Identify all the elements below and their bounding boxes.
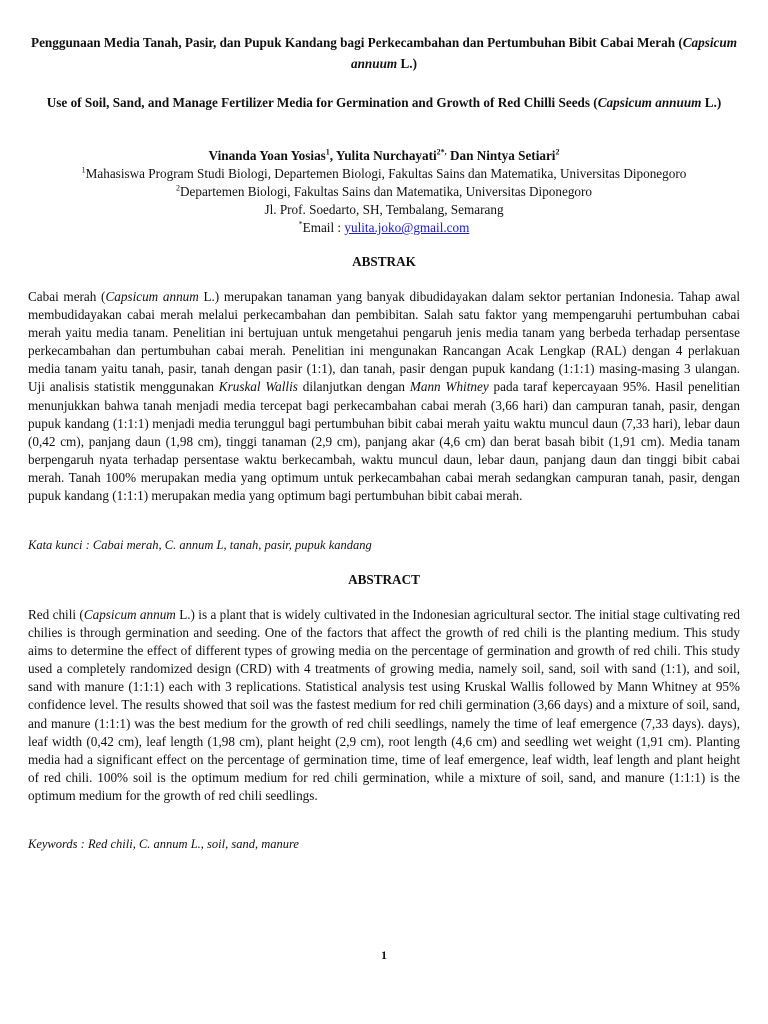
title-english-species: Capsicum annuum: [597, 95, 702, 110]
abstrak-body: Cabai merah (Capsicum annum L.) merupakan tanaman yang banyak dibudidayakan dalam sektor pertanian Indonesia. Tahap awal membudidayakan cabai merah melalui perkecambahan dan pembibitan. Salah satu faktor yang mempengaruhi pertumbuhan cabai merah yaitu media tanam. Penelitian ini bertujuan untuk mengetahui pengaruh jenis media tanam yang berbeda terhadap persentase perkecambahan dan pertumbuhan cabai merah. Penelitian ini mengunakan Rancangan Acak Lengkap (RAL) dengan 4 perlakuan media tanam yaitu tanah, pasir, tanah dengan pasir (1:1), dan tanah, pasir dengan pupuk kandang (1:1:1) masing-masing 3 ulangan. Uji analisis statistik menggunakan Kruskal Wallis dilanjutkan dengan Mann Whitney pada taraf kepercayaan 95%. Hasil penelitian menunjukkan bahwa tanah menjadi media tercepat bagi perkecambahan cabai merah (3,66 hari) dan campuran tanah, pasir, dengan pupuk kandang (1:1:1) menjadi media terunggul bagi pertumbuhan bibit cabai merah yaitu waktu muncul daun (7,33 hari), lebar daun (0,42 cm), panjang daun (1,98 cm), tinggi tanaman (2,9 cm), panjang akar (4,6 cm) dan berat basah bibit (1,91 cm). Media tanam berpengaruh nyata terhadap persentase waktu berkecambah, waktu muncul daun, lebar daun, panjang daun dan tinggi bibit cabai merah. Tanah 100% merupakan media yang optimum untuk perkecambahan cabai merah sedangkan campuran tanah, pasir, dengan pupuk kandang (1:1:1) merupakan media yang optimum bagi pertumbuhan bibit cabai merah.: [28, 289, 740, 504]
kata-kunci: Kata kunci : Cabai merah, C. annum L, tanah, pasir, pupuk kandang: [28, 538, 372, 552]
author-names: Vinanda Yoan Yosias$^1$, Yulita Nurchayati$^{2*,}$ Dan Nintya Setiari$^2$: [208, 147, 560, 163]
affiliation-1: $^1$Mahasiswa Program Studi Biologi, Departemen Biologi, Fakultas Sains dan Matematika, Universitas Diponegoro: [81, 165, 687, 181]
author-2: Yulita Nurchayati: [335, 148, 437, 163]
email-line: *Email : yulita.joko@gmail.com: [298, 219, 470, 235]
abstract-heading: ABSTRACT: [348, 572, 420, 587]
affiliation-2: $^2$Departemen Biologi, Fakultas Sains dan Matematika, Universitas Diponegoro: [175, 183, 593, 199]
author-1: Vinanda Yoan Yosias: [208, 148, 326, 163]
address: Jl. Prof. Soedarto, SH, Tembalang, Semarang: [264, 202, 504, 217]
abstract-body: Red chili (Capsicum annum L.) is a plant that is widely cultivated in the Indonesian agricultural sector. The initial stage cultivating red chilies is through germination and seeding. One of the factors that affect the growth of red chili is the planting medium. This study aims to determine the effect of different types of growing media on the percentage of germination and growth of red chili. This study used a completely randomized design (CRD) with 4 treatments of growing media, namely soil, sand, soil with sand (1:1), and soil, sand with manure (1:1:1) each with 3 replications. Statistical analysis test using Kruskal Wallis followed by Mann Whitney at 95% confidence level. The results showed that soil was the fastest medium for red chili germination (3,66 days) and a mixture of soil, sand, and manure (1:1:1) was the best medium for the growth of red chili seedlings, namely the time of leaf emergence (7,33 days). days), leaf width (0,42 cm), leaf length (1,98 cm), plant height (2,9 cm), root length (4,6 cm) and seedling wet weight (1,91 cm). Planting media had a significant effect on the percentage of germination time, time of leaf emergence, leaf width, leaf length and plant height of red chili. 100% soil is the optimum medium for red chili germination, while a mixture of soil, sand, and manure (1:1:1) is the optimum medium for the growth of red chili seedlings.: [28, 607, 741, 803]
author-block: [28, 147, 740, 237]
page-number: 1: [381, 948, 387, 962]
email-link[interactable]: yulita.joko@gmail.com: [344, 220, 470, 235]
abstrak-heading: ABSTRAK: [352, 254, 416, 269]
title-indonesian: Penggunaan Media Tanah, Pasir, dan Pupuk Kandang bagi Perkecambahan dan Pertumbuhan Bibit Cabai Merah (Capsicum annuum L.): [31, 35, 737, 71]
title-indonesian-species: Capsicum annuum: [351, 35, 737, 71]
title-english: Use of Soil, Sand, and Manage Fertilizer Media for Germination and Growth of Red Chilli Seeds (Capsicum annuum L.): [46, 95, 722, 110]
author-3: Dan Nintya Setiari: [449, 148, 556, 163]
keywords: Keywords : Red chili, C. annum L., soil, sand, manure: [28, 837, 299, 851]
